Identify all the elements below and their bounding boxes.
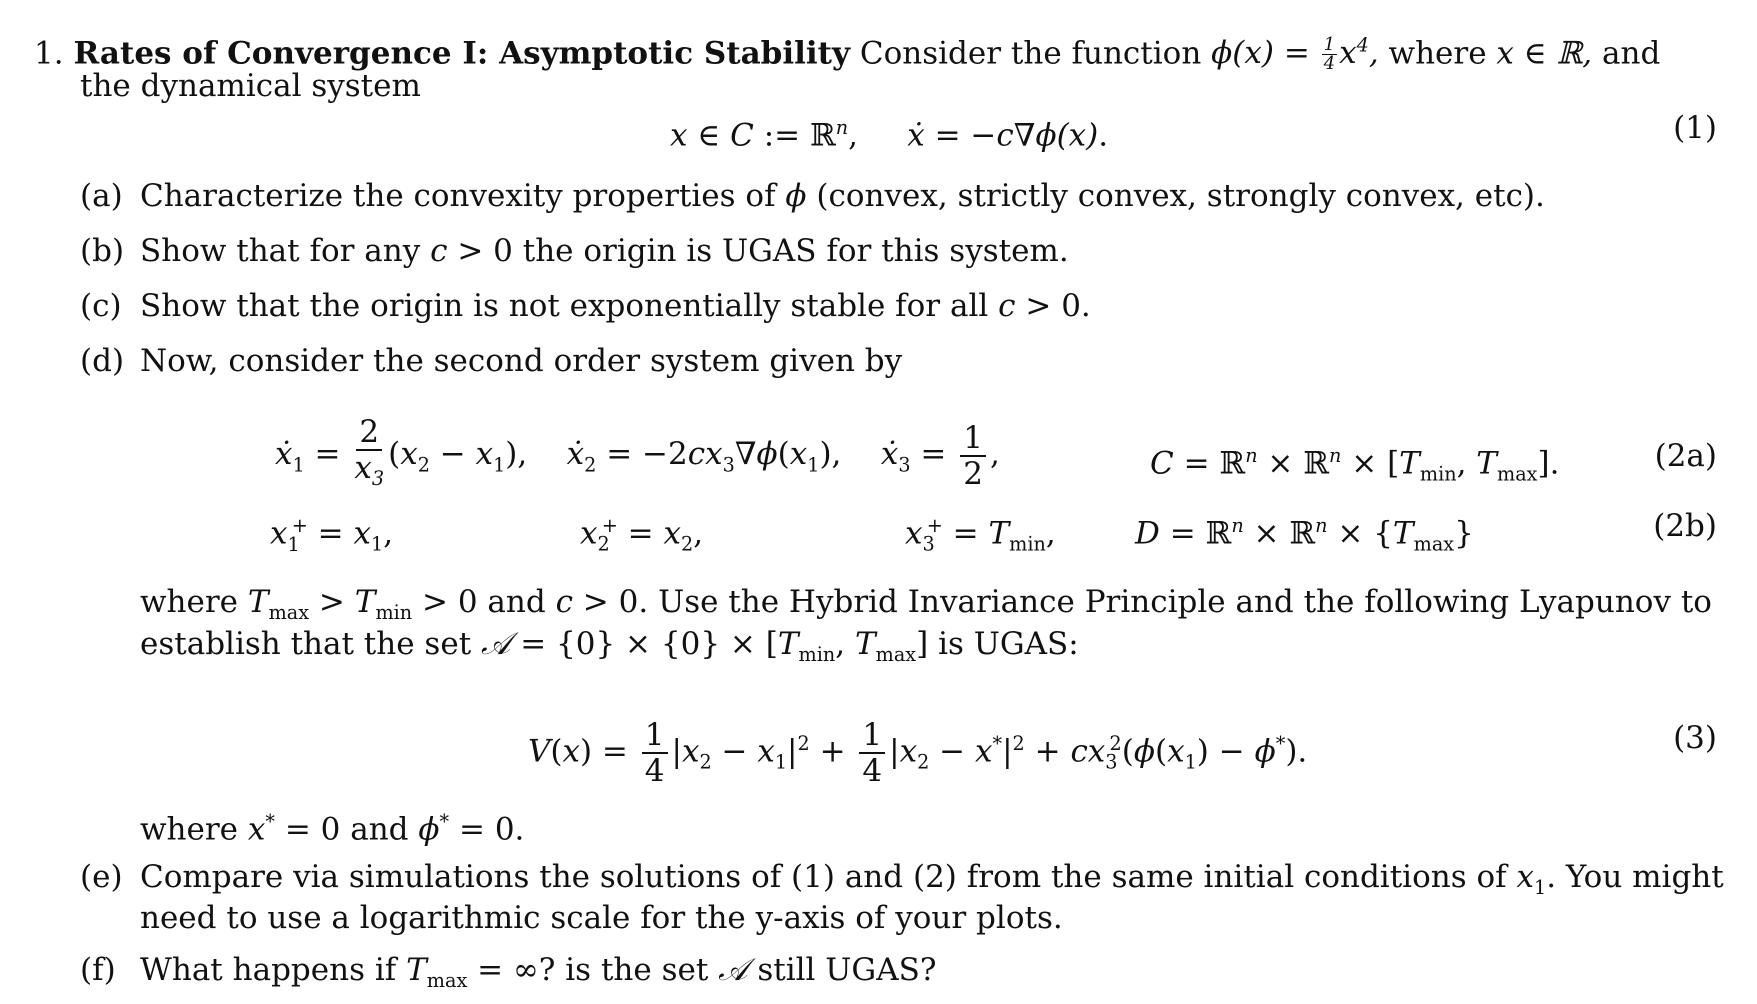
equation-2b-x3: $x_3^+ = T_{min}$, bbox=[905, 514, 1056, 556]
item-e-label: (e) bbox=[80, 859, 123, 895]
equation-1-number: (1) bbox=[1673, 110, 1717, 146]
item-b-label: (b) bbox=[80, 233, 125, 269]
item-e-line-2: need to use a logarithmic scale for the y-axis of your plots. bbox=[140, 900, 1063, 936]
equation-2a-number: (2a) bbox=[1654, 438, 1717, 474]
x-in-r: x ∈ ℝ, bbox=[1496, 35, 1593, 72]
item-a-text: Characterize the convexity properties of ϕ (convex, strictly convex, strongly convex, etc). bbox=[140, 178, 1545, 214]
item-c-text: Show that the origin is not exponentially stable for all c > 0. bbox=[140, 288, 1091, 324]
where-line-2: establish that the set 𝒜 = $\{0\} \times \{0\} \times [T_{min}$, $T_{max}$] is UGAS: bbox=[140, 626, 1079, 667]
equation-2b-set: D = ℝ$^n$ × ℝ$^n$ × $\{T_{max}\}$ bbox=[1135, 514, 1474, 556]
item-a-label: (a) bbox=[80, 178, 123, 214]
phi-definition: ϕ(x) = $\frac{1}{4}$ $x^4$, bbox=[1211, 34, 1379, 75]
problem-title: Rates of Convergence I: Asymptotic Stability bbox=[73, 35, 850, 72]
equation-2a: ẋ$_1$ = $\frac{2}{x_3}$ $(x_2 - x_1)$, ẋ$_2$ = $-2cx_3\nabla\phi(x_1)$, ẋ$_3$ = $\frac{1}{2}$ , bbox=[275, 414, 1000, 492]
equation-2a-set: C = ℝ$^n$ × ℝ$^n$ × [$T_{min}$, $T_{max}$]. bbox=[1150, 444, 1560, 486]
equation-2b-number: (2b) bbox=[1653, 508, 1717, 544]
where-line-1: where $T_{max} > T_{min} > 0$ and c > 0. Use the Hybrid Invariance Principle and the following Lyapunov to bbox=[140, 584, 1712, 625]
where-xstar: where x* = 0 and ϕ* = 0. bbox=[140, 810, 525, 848]
intro-where: where bbox=[1388, 35, 1487, 72]
equation-2b-x2: $x_2^+ = x_2$, bbox=[580, 514, 704, 556]
intro-text: Consider the function bbox=[859, 35, 1202, 72]
equation-2b: $x_1^+ = x_1$, bbox=[270, 514, 394, 556]
item-d-text: Now, consider the second order system given by bbox=[140, 343, 903, 379]
intro-line-2: the dynamical system bbox=[80, 68, 421, 104]
item-f-label: (f) bbox=[80, 952, 116, 988]
item-f-text: What happens if $T_{max}$ = ∞? is the set 𝒜 still UGAS? bbox=[140, 952, 937, 993]
equation-3: V(x) = $\frac{1}{4}$ $|x_2 - x_1|^2$ + $\frac{1}{4}$ $|x_2 - x^*|^2 + cx_3^2(\phi(x_1) - \phi^*)$. bbox=[528, 717, 1308, 789]
item-c-label: (c) bbox=[80, 288, 122, 324]
item-e-line-1: Compare via simulations the solutions of (1) and (2) from the same initial conditions of $x_1$. You might bbox=[140, 859, 1724, 900]
item-d-label: (d) bbox=[80, 343, 125, 379]
item-b-text: Show that for any c > 0 the origin is UGAS for this system. bbox=[140, 233, 1069, 269]
problem-number: 1. bbox=[34, 35, 64, 72]
equation-1: x ∈ C := ℝ$^n$, ẋ = −c∇ϕ(x). bbox=[670, 116, 1109, 154]
intro-and: and bbox=[1602, 35, 1661, 72]
equation-3-number: (3) bbox=[1673, 720, 1717, 756]
